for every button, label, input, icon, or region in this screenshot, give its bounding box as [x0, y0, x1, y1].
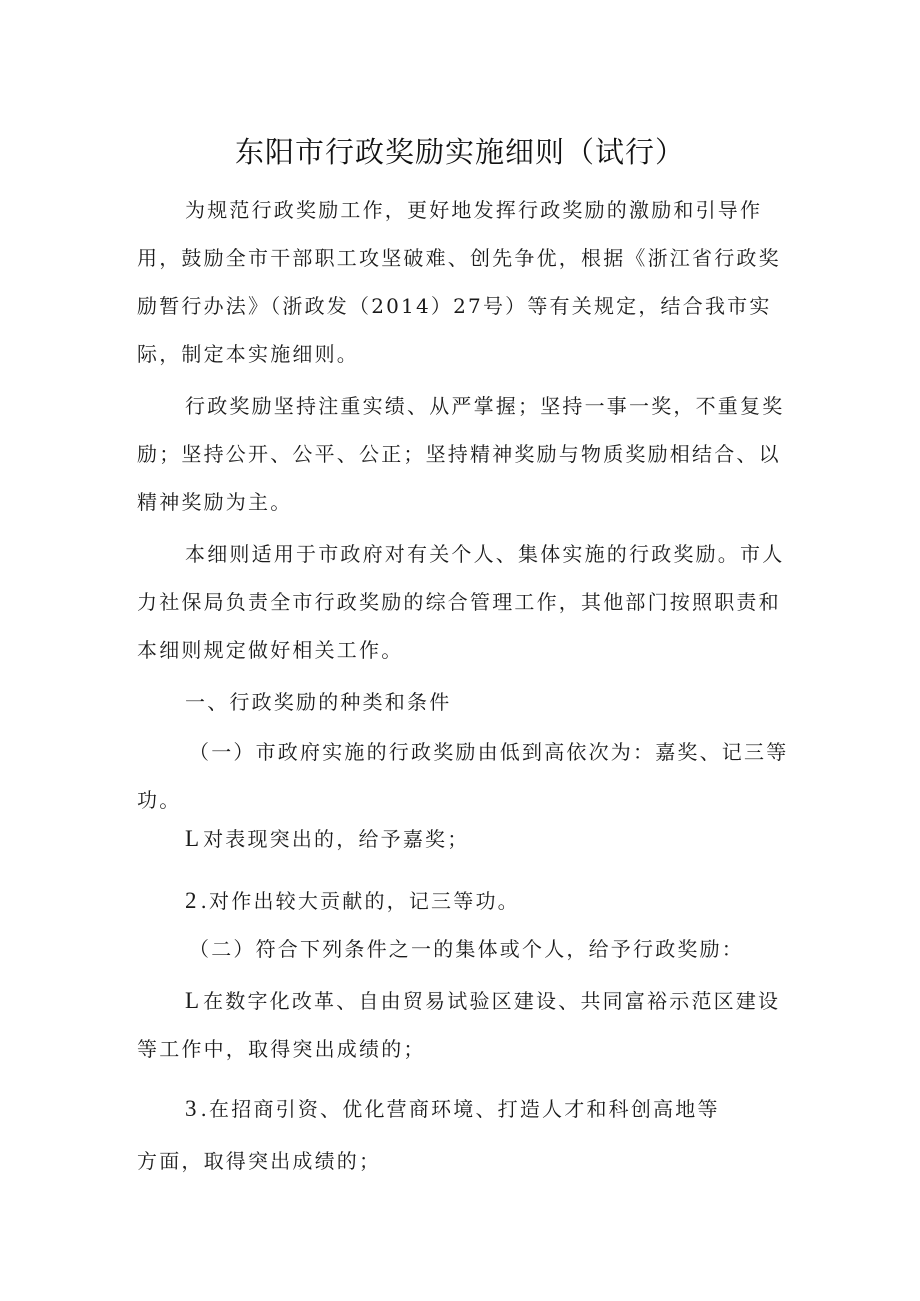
section-heading-1: 一、行政奖励的种类和条件	[185, 690, 452, 714]
list-item-number: 3	[185, 1096, 197, 1121]
paragraph-scope: 本细则适用于市政府对有关个人、集体实施的行政奖励。市人力社保局负责全市行政奖励的综合管理工作，其他部门按照职责和本细则规定做好相关工作。	[137, 542, 785, 662]
list-item-number: 2	[185, 888, 197, 913]
subsection-2: （二）符合下列条件之一的集体或个人，给予行政奖励：	[189, 937, 744, 961]
paragraph-principles: 行政奖励坚持注重实绩、从严掌握；坚持一事一奖，不重复奖励；坚持公开、公平、公正；坚持精神奖励与物质奖励相结合、以精神奖励为主。	[137, 394, 785, 514]
list-item-text: .在招商引资、优化营商环境、打造人才和科创高地等	[200, 1097, 720, 1121]
list-item-number: L	[185, 988, 200, 1013]
list-item	[137, 1085, 797, 1133]
list-item-continuation	[137, 1137, 797, 1185]
document-title: 东阳市行政奖励实施细则（试行）	[234, 135, 685, 169]
list-item	[137, 815, 797, 863]
list-item-text: 对表现突出的，给予嘉奖；	[203, 827, 470, 851]
continuation-line: 方面，取得突出成绩的；	[137, 1149, 382, 1173]
subsection-2-block	[137, 925, 797, 973]
paragraph-purpose: 为规范行政奖励工作，更好地发挥行政奖励的激励和引导作用，鼓励全市干部职工攻坚破难、创先争优，根据《浙江省行政奖励暂行办法》（浙政发（2014）27号）等有关规定，结合我市实际，制定本实施细则。	[137, 198, 781, 366]
document-body	[137, 186, 797, 824]
list-item	[137, 977, 797, 1073]
list-item-number: L	[185, 826, 200, 851]
subsection-1: （一）市政府实施的行政奖励由低到高依次为：嘉奖、记三等功。	[137, 740, 789, 812]
list-item	[137, 877, 797, 925]
list-item-text: .对作出较大贡献的，记三等功。	[200, 889, 520, 913]
list-item-text: 在数字化改革、自由贸易试验区建设、共同富裕示范区建设等工作中，取得突出成绩的；	[137, 989, 781, 1061]
